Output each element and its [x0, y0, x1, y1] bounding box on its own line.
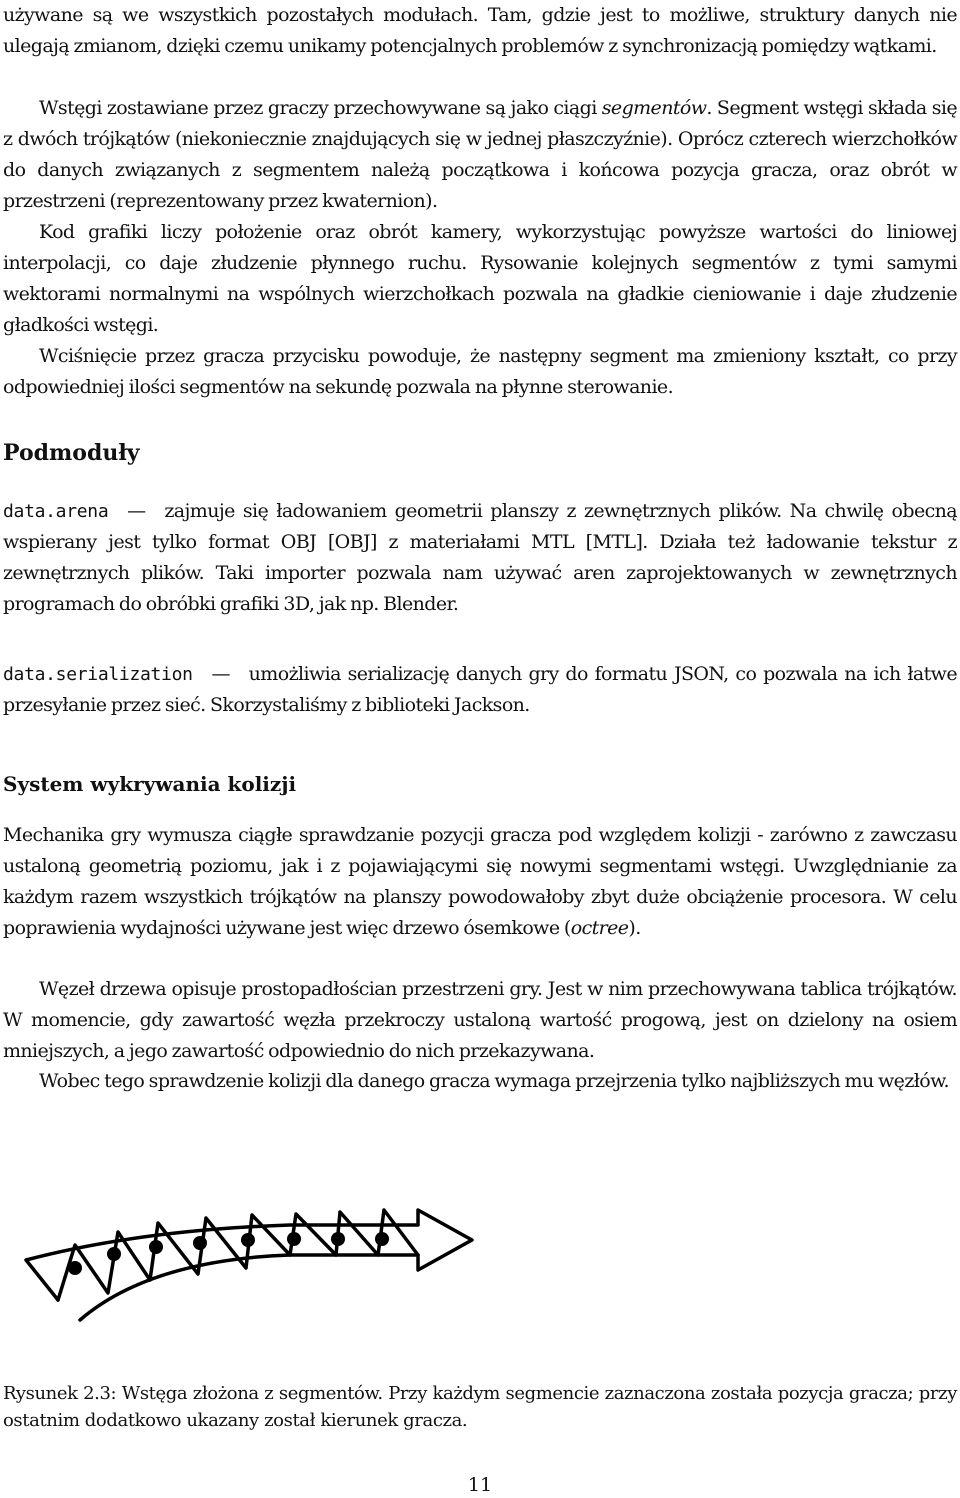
em-dash: —: [127, 500, 146, 522]
player-position-dot: [107, 1247, 121, 1261]
module-desc-data-serialization: umożliwia serializację danych gry do formatu JSON, co pozwala na ich łatwe przesyłanie przez sieć. Skorzystaliśmy z biblioteki Jackson.: [3, 663, 957, 716]
player-position-dot: [193, 1236, 207, 1250]
player-position-dot: [241, 1233, 255, 1247]
paragraph-data-arena: [3, 496, 957, 620]
emphasis-segmentow: segmentów: [601, 97, 707, 119]
figure-caption: Rysunek 2.3: Wstęga złożona z segmentów. Przy każdym segmencie zaznaczona została pozycja gracza; przy ostatnim dodatkowo ukazany został kierunek gracza.: [3, 1383, 957, 1431]
text-run: Wstęgi zostawiane przez graczy przechowywane są jako ciągi: [39, 97, 602, 119]
text-run: ).: [628, 917, 641, 939]
paragraph-ribbon-segments: [3, 93, 957, 217]
player-position-dot: [331, 1232, 345, 1246]
text-run: Mechanika gry wymusza ciągłe sprawdzanie pozycji gracza pod względem kolizji - zarówno z zawczasu ustaloną geometrią poziomu, jak i z pojawiającymi się nowymi segmentami wstęgi. Uwzględnianie za każdym razem wszystkich trójkątów na planszy powodowałoby zbyt duże obciążenie procesora. W celu poprawienia wydajności używane jest więc drzewo ósemkowe (: [3, 824, 957, 939]
player-position-dot: [375, 1232, 389, 1246]
heading-podmoduly: Podmoduły: [3, 440, 140, 466]
module-desc-data-arena: zajmuje się ładowaniem geometrii planszy z zewnętrznych plików. Na chwilę obecną wspierany jest tylko format OBJ [OBJ] z materiałami MTL [MTL]. Działa też ładowanie tekstur z zewnętrznych plików. Taki importer pozwala nam używać aren zaprojektowanych w zewnętrznych programach do obróbki grafiki 3D, jak np. Blender.: [3, 500, 957, 615]
ribbon-figure: [0, 1190, 960, 1340]
player-position-dot: [287, 1232, 301, 1246]
paragraph-modules-intro: używane są we wszystkich pozostałych modułach. Tam, gdzie jest to możliwe, struktury danych nie ulegają zmianom, dzięki czemu unikamy potencjalnych problemów z synchronizacją pomiędzy wątkami.: [3, 4, 957, 57]
heading-collision-system: System wykrywania kolizji: [3, 772, 297, 796]
emphasis-octree: octree: [570, 917, 629, 939]
module-name-data-arena: data.arena: [3, 501, 109, 522]
paragraph-graphics-interpolation: Kod grafiki liczy położenie oraz obrót kamery, wykorzystując powyższe wartości do liniowej interpolacji, co daje złudzenie płynnego ruchu. Rysowanie kolejnych segmentów z tymi samymi wektorami normalnymi na wspólnych wierzchołkach pozwala na gładkie cieniowanie i daje złudzenie gładkości wstęgi.: [3, 221, 957, 336]
em-dash: —: [211, 663, 230, 685]
page-number: 11: [467, 1474, 493, 1496]
paragraph-collision-check: Wobec tego sprawdzenie kolizji dla danego gracza wymaga przejrzenia tylko najbliższych mu węzłów.: [39, 1070, 949, 1092]
paragraph-steering: Wciśnięcie przez gracza przycisku powoduje, że następny segment ma zmieniony kształt, co przy odpowiedniej ilości segmentów na sekundę pozwala na płynne sterowanie.: [3, 345, 957, 398]
player-position-dot: [149, 1240, 163, 1254]
text-run: . Segment wstęgi składa się z dwóch trójkątów (niekoniecznie znajdujących się w jednej płaszczyźnie). Oprócz czterech wierzchołków do danych związanych z segmentem należą początkowa i końcowa pozycja gracza, oraz obrót w przestrzeni (reprezentowany przez kwaternion).: [3, 97, 958, 212]
paragraph-octree-node: Węzeł drzewa opisuje prostopadłościan przestrzeni gry. Jest w nim przechowywana tablica trójkątów. W momencie, gdy zawartość węzła przekroczy ustaloną wartość progową, jest on dzielony na osiem mniejszych, a jego zawartość odpowiednio do nich przekazywana.: [3, 978, 957, 1062]
paragraph-collision-mechanics: [3, 820, 957, 944]
paragraph-data-serialization: [3, 659, 957, 721]
module-name-data-serialization: data.serialization: [3, 664, 193, 685]
player-position-dot: [68, 1261, 82, 1275]
